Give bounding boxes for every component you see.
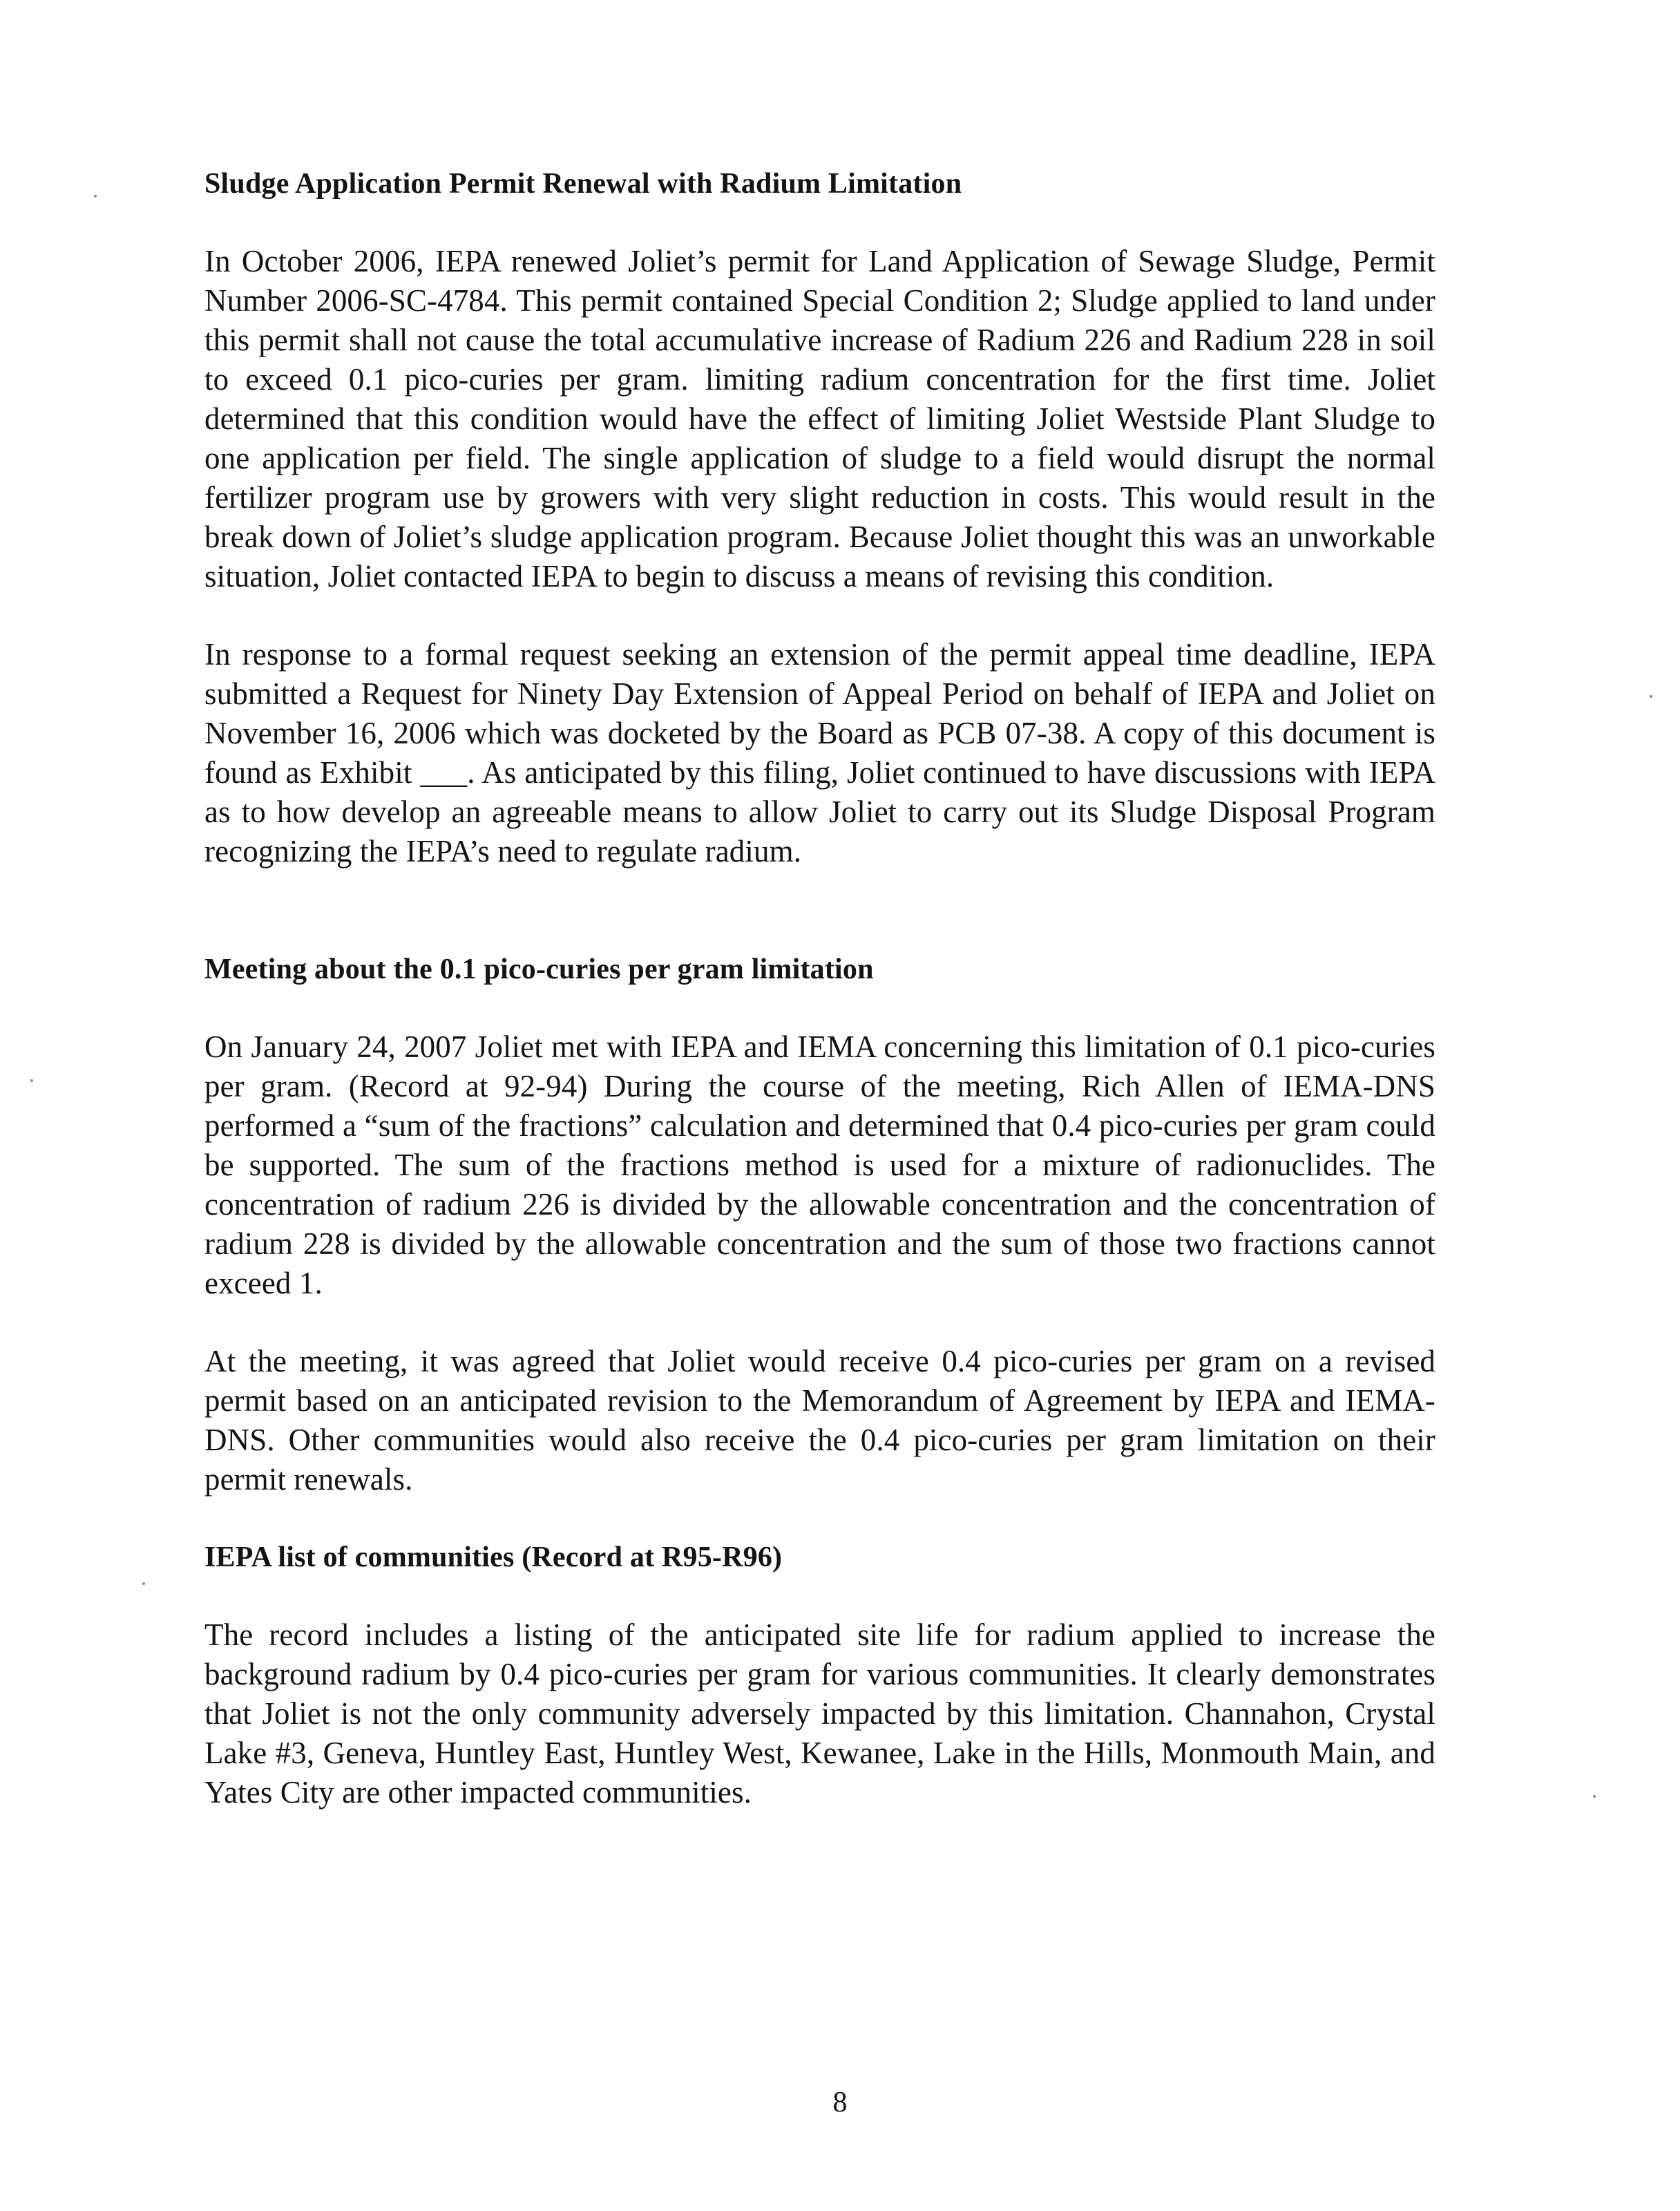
scan-speck: [94, 195, 97, 198]
page-number: 8: [832, 2087, 848, 2118]
paragraph-meeting: On January 24, 2007 Joliet met with IEPA and IEMA concerning this limitation of 0.1 pico-curies per gram. (Record at 92-94) During the course of the meeting, Rich Allen of IEMA-DNS performed a “sum of the fractions” calculation and determined that 0.4 pico-curies per gram could be supported. The sum of the fractions method is used for a mixture of radionuclides. The concentration of radium 226 is divided by the allowable concentration and the concentration of radium 228 is divided by the allowable concentration and the sum of those two fractions cannot exceed 1.: [204, 1029, 1435, 1300]
paragraph-permit-renewal: In October 2006, IEPA renewed Joliet’s permit for Land Application of Sewage Sludge, Permit Number 2006-SC-4784. This permit contained Special Condition 2; Sludge applied to land under this permit shall not cause the total accumulative increase of Radium 226 and Radium 228 in soil to exceed 0.1 pico-curies per gram. limiting radium concentration for the first time. Joliet determined that this condition would have the effect of limiting Joliet Westside Plant Sludge to one application per field. The single application of sludge to a field would disrupt the normal fertilizer program use by growers with very slight reduction in costs. This would result in the break down of Joliet’s sludge application program. Because Joliet thought this was an unworkable situation, Joliet contacted IEPA to begin to discuss a means of revising this condition.: [204, 244, 1435, 594]
scan-speck: [1593, 1795, 1596, 1798]
section-spacer: [204, 910, 1435, 950]
scan-speck: [142, 1582, 145, 1585]
paragraph-agreement: At the meeting, it was agreed that Joliet would receive 0.4 pico-curies per gram on a revised permit based on an anticipated revision to the Memorandum of Agreement by IEPA and IEMA-DNS. Other communities would also receive the 0.4 pico-curies per gram limitation on their permit renewals.: [204, 1344, 1435, 1497]
section-heading-meeting: Meeting about the 0.1 pico-curies per gram limitation: [204, 953, 874, 985]
section-heading-permit-renewal: Sludge Application Permit Renewal with Radium Limitation: [204, 168, 962, 200]
paragraph-extension-request: In response to a formal request seeking an extension of the permit appeal time deadline, IEPA submitted a Request for Ninety Day Extension of Appeal Period on behalf of IEPA and Joliet on November 16, 2006 which was docketed by the Board as PCB 07-38. A copy of this document is found as Exhibit ___. As anticipated by this filing, Joliet continued to have discussions with IEPA as to how develop an agreeable means to allow Joliet to carry out its Sludge Disposal Program recognizing the IEPA’s need to regulate radium.: [204, 637, 1435, 869]
scan-speck: [30, 1079, 33, 1082]
scan-speck: [1650, 695, 1652, 698]
section-heading-communities: IEPA list of communities (Record at R95-R96): [204, 1541, 783, 1573]
document-body: [204, 164, 1435, 1851]
paragraph-communities: The record includes a listing of the anticipated site life for radium applied to increase the background radium by 0.4 pico-curies per gram for various communities. It clearly demonstrates that Joliet is not the only community adversely impacted by this limitation. Channahon, Crystal Lake #3, Geneva, Huntley East, Huntley West, Kewanee, Lake in the Hills, Monmouth Main, and Yates City are other impacted communities.: [204, 1617, 1435, 1810]
